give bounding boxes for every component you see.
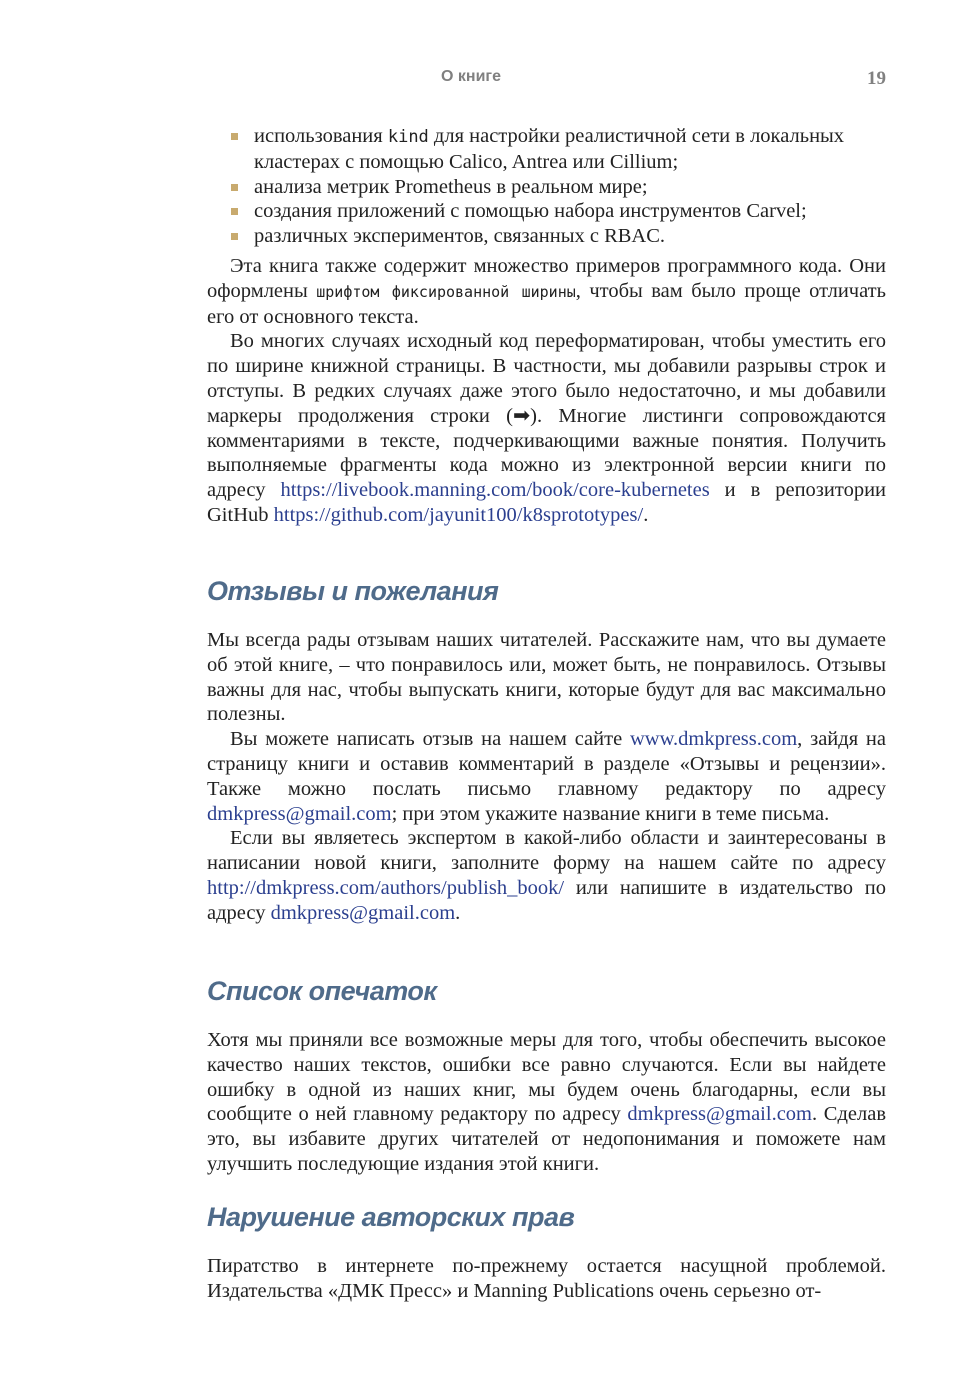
square-bullet-icon bbox=[231, 133, 238, 140]
github-link[interactable]: https://github.com/jayunit100/k8sprototypes/ bbox=[273, 503, 644, 526]
email-link[interactable]: dmkpress@gmail.com bbox=[627, 1103, 812, 1126]
paragraph: Если вы являетесь экспертом в какой-либо области и заинтересованы в написании новой книги, заполните форму на нашем сайте по адресу http://dmkpress.com/authors/publish_book/ или напишите в издательство по адресу dmkpress@gmail.com. bbox=[207, 827, 886, 924]
publish-book-link[interactable]: http://dmkpress.com/authors/publish_book/ bbox=[207, 876, 565, 899]
monospace-sample: шрифтом фиксированной ширины bbox=[316, 282, 576, 301]
square-bullet-icon bbox=[231, 208, 238, 215]
running-header bbox=[207, 68, 886, 92]
email-link[interactable]: dmkpress@gmail.com bbox=[207, 802, 392, 825]
copyright-section bbox=[207, 1254, 886, 1304]
section-heading-feedback: Отзывы и пожелания bbox=[207, 576, 499, 606]
intro-section bbox=[207, 254, 886, 528]
errata-section bbox=[207, 1028, 886, 1177]
running-title: О книге bbox=[441, 68, 501, 85]
paragraph: Вы можете написать отзыв на нашем сайте www.dmkpress.com, зайдя на страницу книги и оставив комментарий в разделе «Отзывы и рецензии». Также можно послать письмо главному редактору по адресу dmkpress@gmail.com; при этом укажите название книги в теме письма. bbox=[207, 728, 886, 825]
list-item: анализа метрик Prometheus в реальном мире; bbox=[207, 175, 886, 200]
inline-code: kind bbox=[387, 127, 429, 147]
paragraph: Эта книга также содержит множество примеров программного кода. Они оформлены шрифтом фиксированной ширины, чтобы вам было проще отличать его от основного текста. bbox=[207, 255, 886, 328]
paragraph: Пиратство в интернете по-прежнему остается насущной проблемой. Издательства «ДМК Пресс» и Manning Publications очень серьезно от- bbox=[207, 1255, 886, 1302]
section-heading-copyright: Нарушение авторских прав bbox=[207, 1202, 575, 1232]
feedback-section bbox=[207, 628, 886, 926]
list-item: использования kind для настройки реалистичной сети в локальных кластерах с помощью Calico, Antrea или Cillium; bbox=[207, 124, 886, 175]
list-item: различных экспериментов, связанных с RBAC. bbox=[207, 224, 886, 249]
square-bullet-icon bbox=[231, 184, 238, 191]
square-bullet-icon bbox=[231, 233, 238, 240]
website-link[interactable]: www.dmkpress.com bbox=[629, 728, 798, 751]
bullet-list bbox=[207, 124, 886, 249]
paragraph: Во многих случаях исходный код переформатирован, чтобы уместить его по ширине книжной страницы. В частности, мы добавили разрывы строк и отступы. В редких случаях даже этого было недостаточно, и мы добавили маркеры продолжения строки (➡). Многие листинги сопровождаются комментариями в тексте, подчеркивающими важные понятия. Получить выполняемые фрагменты кода можно из электронной версии книги по адресу https://livebook.manning.com/book/core-kubernetes и в репозитории GitHub https://github.com/jayunit100/k8sprototypes/. bbox=[207, 330, 887, 526]
livebook-link[interactable]: https://livebook.manning.com/book/core-kubernetes bbox=[280, 479, 710, 502]
paragraph: Мы всегда рады отзывам наших читателей. Расскажите нам, что вы думаете об этой книге, – что понравилось или, может быть, не понравилось. Отзывы важны для нас, чтобы выпускать книги, которые будут для вас максимально полезны. bbox=[207, 629, 886, 726]
section-heading-errata: Список опечаток bbox=[207, 976, 437, 1006]
list-item: создания приложений с помощью набора инструментов Carvel; bbox=[207, 199, 886, 224]
page-number: 19 bbox=[867, 68, 886, 89]
paragraph: Хотя мы приняли все возможные меры для того, чтобы обеспечить высокое качество наших текстов, ошибки все равно случаются. Если вы найдете ошибку в одной из наших книг, мы будем очень благодарны, если вы сообщите о ней главному редактору по адресу dmkpress@gmail.com. Сделав это, вы избавите других читателей от недопонимания и поможете нам улучшить последующие издания этой книги. bbox=[207, 1029, 886, 1175]
email-link[interactable]: dmkpress@gmail.com bbox=[270, 901, 456, 924]
